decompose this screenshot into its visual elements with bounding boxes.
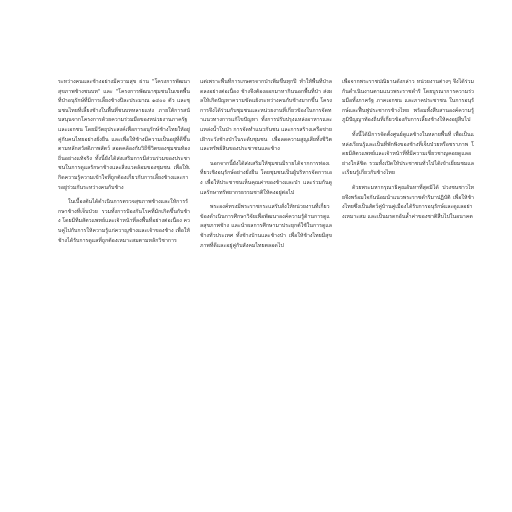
paragraph: ระหว่างคนและช้างอย่างมีความสุข ผ่าน "โครงการพัฒนาสุขภาพช้างชนบท" และ "โครงการพัฒนาชุมชนในเขตพื้นที่ป่าอนุรักษ์ที่มีการเลี้ยงช้างปีละประมาณ ๑๔๐๐ ตัว และชุมชนไทยที่เลี้ยงช้างในพื้นที่ชนบทหลายแห่ง ภายใต้การสนับสนุนจากโครงการด้วยความร่วมมือของหน่วยงานภาครัฐและเอกชน โดยมีวัตถุประสงค์เพื่อการอนุรักษ์ช้างไทยให้อยู่คู่กับคนไทยอย่างยั่งยืน และเพื่อให้ช้างมีความเป็นอยู่ที่ดีขึ้นตามหลักสวัสดิภาพสัตว์ สอดคล้องกับวิถีชีวิตของชุมชนท้องถิ่นอย่างแท้จริง ทั้งนี้ยังได้ส่งเสริมการมีส่วนร่วมของประชาชนในการดูแลรักษาช้างและสิ่งแวดล้อมของชุมชน เพื่อให้เกิดความรู้ความเข้าใจที่ถูกต้องเกี่ยวกับการเลี้ยงช้างและการอยู่ร่วมกันระหว่างคนกับช้าง: [58, 79, 190, 191]
paragraph: เพื่อจากพระราชปณิธานดังกล่าว หน่วยงานต่างๆ จึงได้ร่วมกันดำเนินงานตามแนวพระราชดำริ โดยบูรณาการความร่วมมือทั้งภาครัฐ ภาคเอกชน และภาคประชาชน ในการอนุรักษ์และฟื้นฟูประชากรช้างไทย พร้อมทั้งสืบสานองค์ความรู้ภูมิปัญญาท้องถิ่นที่เกี่ยวข้องกับการเลี้ยงช้างให้คงอยู่สืบไป: [342, 79, 474, 124]
text-column-1: [58, 78, 190, 502]
text-column-2: [200, 78, 332, 502]
paragraph: แต่เพราะพื้นที่การเกษตรจากป่าเพิ่มขึ้นทุกปี ทำให้พื้นที่ป่าลดลงอย่างต่อเนื่อง ช้างจึงต้องออกมาหากินนอกพื้นที่ป่า ส่งผลให้เกิดปัญหาความขัดแย้งระหว่างคนกับช้างมากขึ้น โครงการจึงได้ร่วมกับชุมชนและหน่วยงานที่เกี่ยวข้องในการจัดทำแนวทางการแก้ไขปัญหา ทั้งการปรับปรุงแหล่งอาหารและแหล่งน้ำในป่า การจัดทำแนวกันชน และการสร้างเครือข่ายเฝ้าระวังช้างป่าในระดับชุมชน เพื่อลดความสูญเสียทั้งชีวิตและทรัพย์สินของประชาชนและช้าง: [200, 79, 332, 153]
paragraph: ด้วยพระมหากรุณาธิคุณอันหาที่สุดมิได้ ปวงชนชาวไทยจึงพร้อมใจกันน้อมนำแนวพระราชดำริมาปฏิบัติ เพื่อให้ช้างไทยซึ่งเป็นสัตว์คู่บ้านคู่เมืองได้รับการอนุรักษ์และดูแลอย่างเหมาะสม และเป็นมรดกอันล้ำค่าของชาติสืบไปในอนาคต: [342, 184, 474, 220]
paragraph: พระองค์ทรงมีพระราชกระแสรับสั่งให้หน่วยงานที่เกี่ยวข้องดำเนินการศึกษาวิจัยเพื่อพัฒนาองค์ความรู้ด้านการดูแลสุขภาพช้าง และนำผลการศึกษามาประยุกต์ใช้ในการดูแลช้างทั่วประเทศ ทั้งช้างบ้านและช้างป่า เพื่อให้ช้างไทยมีสุขภาพที่ดีและอยู่คู่กับสังคมไทยตลอดไป: [200, 204, 332, 249]
paragraph: ทั้งนี้ได้มีการจัดตั้งศูนย์ดูแลช้างในหลายพื้นที่ เพื่อเป็นแหล่งเรียนรู้และเป็นที่พักพิงของช้างที่เจ็บป่วยหรือชราภาพ โดยมีสัตวแพทย์และเจ้าหน้าที่ที่มีความเชี่ยวชาญคอยดูแลอย่างใกล้ชิด รวมทั้งเปิดให้ประชาชนทั่วไปได้เข้าเยี่ยมชมและเรียนรู้เกี่ยวกับช้างไทย: [342, 131, 474, 177]
paragraph: ในเบื้องต้นได้ดำเนินการตรวจสุขภาพช้างและให้การรักษาช้างที่เจ็บป่วย รวมทั้งการป้องกันโรคที่มักเกิดขึ้นกับช้าง โดยมีทีมสัตวแพทย์และเจ้าหน้าที่ลงพื้นที่อย่างต่อเนื่อง ควบคู่ไปกับการให้ความรู้แก่ควาญช้างและเจ้าของช้าง เพื่อให้ช้างได้รับการดูแลที่ถูกต้องเหมาะสมตามหลักวิชาการ: [58, 199, 190, 244]
text-column-3: [342, 78, 474, 502]
paragraph: นอกจากนี้ยังได้ส่งเสริมให้ชุมชนมีรายได้จากการท่องเที่ยวเชิงอนุรักษ์อย่างยั่งยืน โดยชุมชนเป็นผู้บริหารจัดการเอง เพื่อให้ประชาชนเห็นคุณค่าของช้างและป่า และร่วมกันดูแลรักษาทรัพยากรธรรมชาติให้คงอยู่ต่อไป: [200, 160, 332, 196]
